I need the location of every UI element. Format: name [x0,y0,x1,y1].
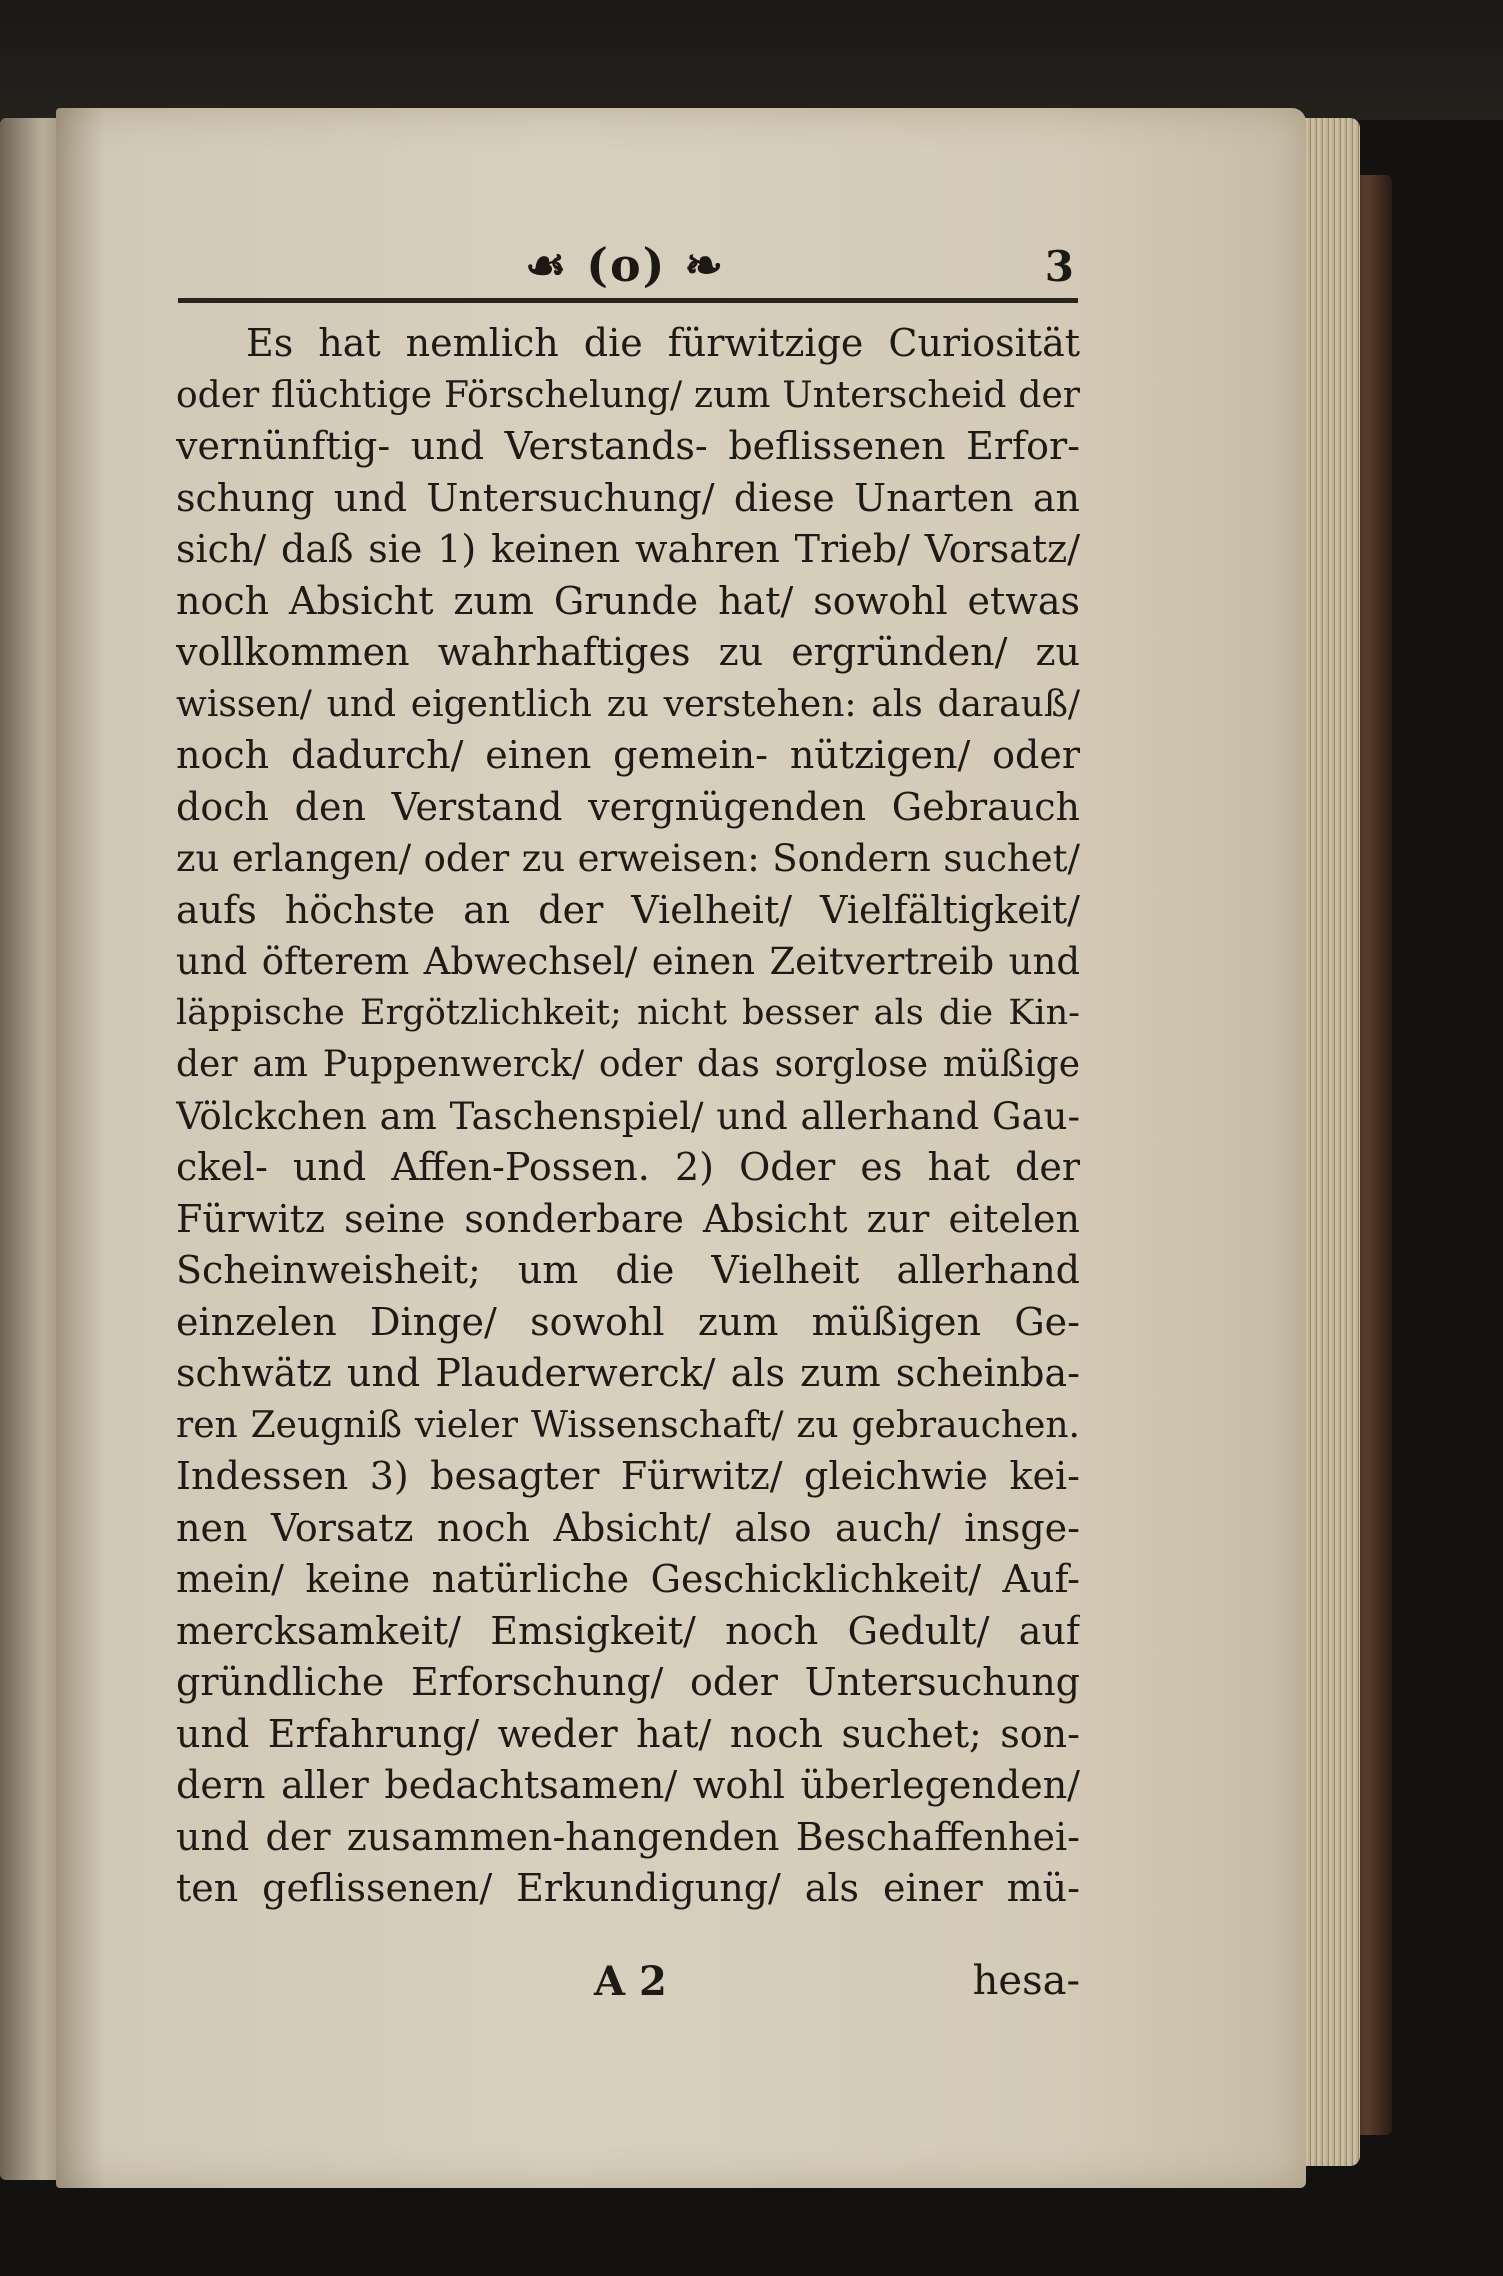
text-line: Völckchen am Taschenspiel/ und allerhand Gau- [176,1094,1080,1138]
text-line: aufs höchste an der Vielheit/ Vielfältigkeit/ [176,887,1080,932]
catchword: hesa- [972,1958,1080,2004]
text-line: Scheinweisheit; um die Vielheit allerhand [176,1248,1080,1292]
text-line: und der zusammen-hangenden Beschaffenhei- [176,1814,1080,1859]
text-line: Indessen 3) besagter Fürwitz/ gleichwie kei- [176,1454,1080,1498]
header-rule [178,298,1078,303]
text-line: vollkommen wahrhaftiges zu ergründen/ zu [176,630,1080,674]
text-line: oder flüchtige Förschelung/ zum Unterscheid der [176,374,1080,416]
text-line: mein/ keine natürliche Geschicklichkeit/ Auf- [176,1557,1080,1601]
text-line: Es hat nemlich die fürwitzige Curiosität [246,321,1080,365]
text-line: sich/ daß sie 1) keinen wahren Trieb/ Vorsatz/ [176,527,1080,571]
signature-mark: A 2 [594,1958,667,2005]
text-line: nen Vorsatz noch Absicht/ also auch/ insge- [176,1505,1080,1550]
text-line: schung und Untersuchung/ diese Unarten an [176,475,1080,520]
text-line: schwätz und Plauderwerck/ als zum scheinba- [176,1351,1080,1395]
page-header [178,238,1078,306]
text-line: ckel- und Affen-Possen. 2) Oder es hat der [176,1145,1080,1189]
text-line: dern aller bedachtsamen/ wohl überlegenden/ [176,1763,1080,1807]
text-line: und öfterem Abwechsel/ einen Zeitvertreib und [176,940,1080,983]
running-head-ornament: ☙ (o) ❧ [524,238,726,292]
text-line: wissen/ und eigentlich zu verstehen: als darauß/ [176,683,1080,725]
text-line: Fürwitz seine sonderbare Absicht zur eitelen [176,1196,1080,1241]
page-number: 3 [1044,242,1074,291]
page-footer [176,1958,1080,2018]
text-line: gründliche Erforschung/ oder Untersuchung [176,1660,1080,1704]
text-line: zu erlangen/ oder zu erweisen: Sondern suchet/ [176,837,1080,880]
text-line: noch Absicht zum Grunde hat/ sowohl etwas [176,578,1080,623]
text-line: mercksamkeit/ Emsigkeit/ noch Gedult/ auf [176,1608,1080,1653]
body-text [176,318,1080,1915]
text-line: noch dadurch/ einen gemein- nützigen/ oder [176,733,1080,777]
text-line: doch den Verstand vergnügenden Gebrauch [176,784,1080,829]
text-line: vernünftig- und Verstands- beflissenen Erfor- [176,424,1080,468]
left-page-edge [0,118,60,2180]
text-line: ren Zeugniß vieler Wissenschaft/ zu gebrauchen. [176,1404,1080,1446]
text-line: einzelen Dinge/ sowohl zum müßigen Ge- [176,1299,1080,1344]
dark-backdrop [0,0,1503,120]
text-line: ten geflissenen/ Erkundigung/ als einer mü- [176,1866,1080,1910]
text-line: läppische Ergötzlichkeit; nicht besser als die Kin- [176,992,1080,1033]
text-line: der am Puppenwerck/ oder das sorglose müßige [176,1044,1080,1085]
text-line: und Erfahrung/ weder hat/ noch suchet; son- [176,1711,1080,1756]
